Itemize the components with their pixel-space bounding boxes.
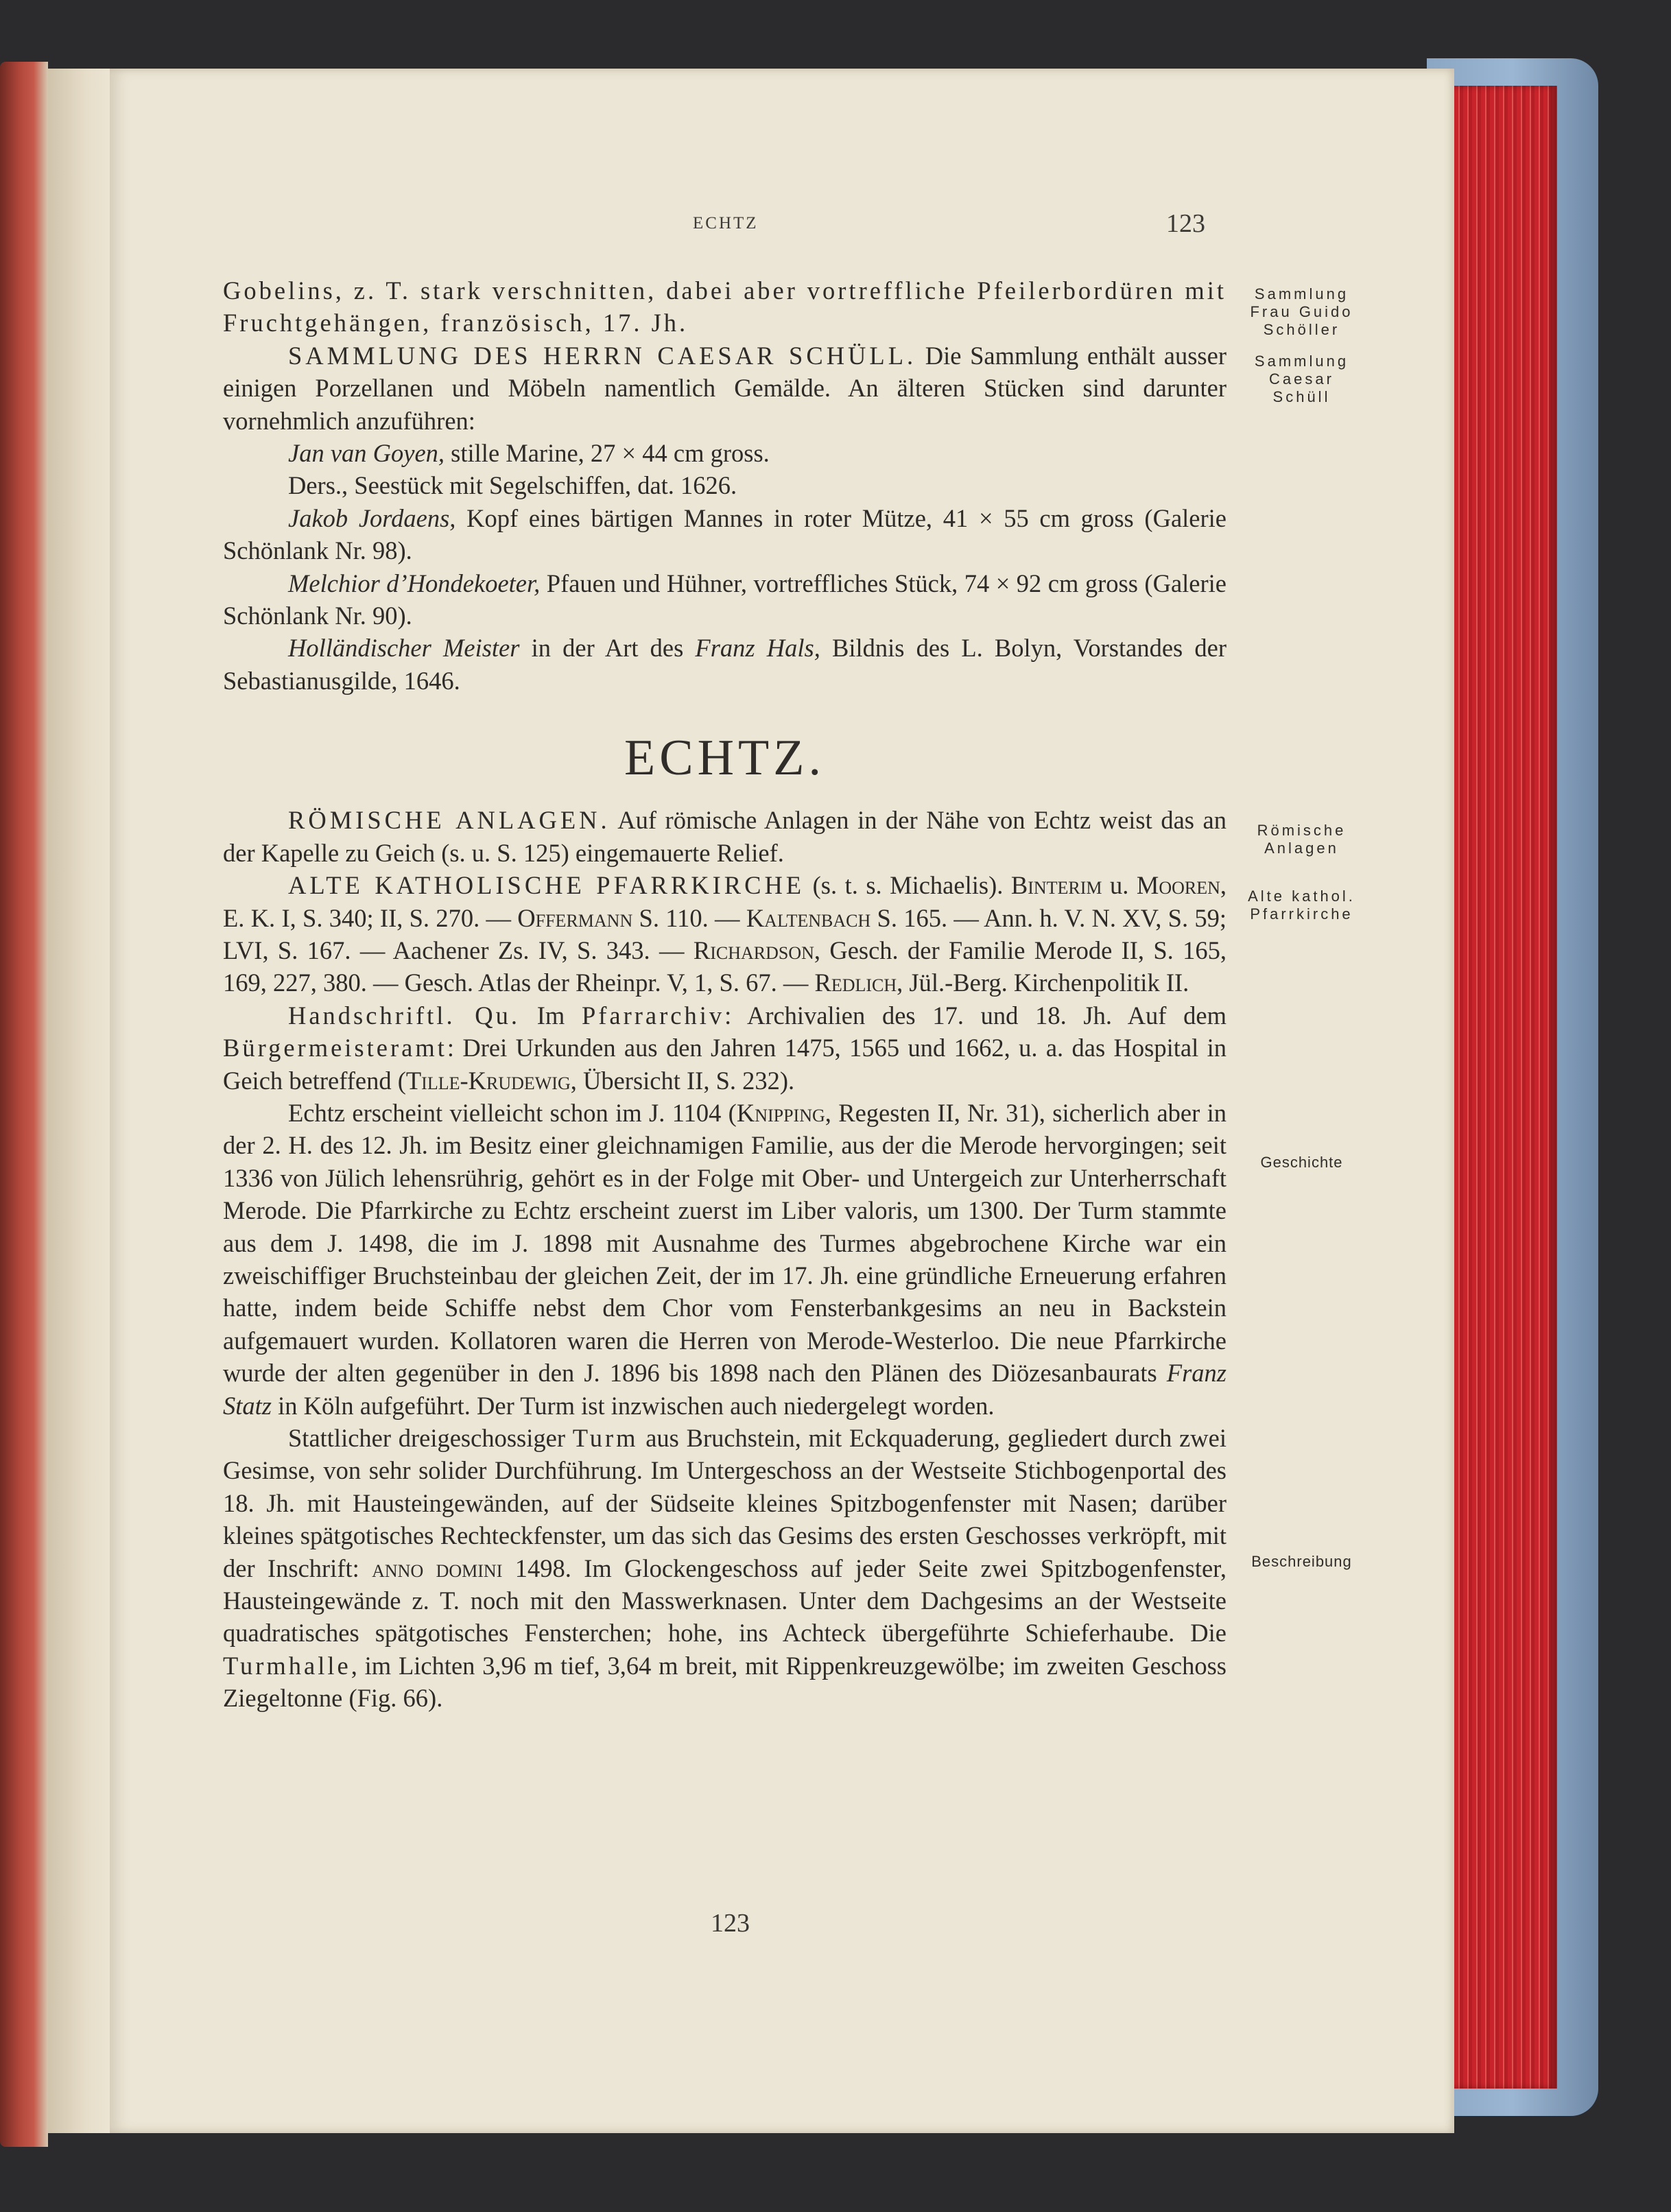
section-heading: Handschriftl. Qu. [288, 1001, 521, 1030]
text-span: Auf römische Anlagen in der Nähe von Echtz weist das an der Kapelle zu Geich (s. u. S. 125) eingemauerte Relief. [223, 806, 1226, 867]
text-span: Bildnis des L. Bolyn, Vorstandes der Sebastianusgilde, 1646. [223, 634, 1226, 695]
paragraph [223, 1422, 1226, 1715]
page-body [223, 274, 1226, 1715]
text-span: , Regesten II, Nr. 31), sicherlich aber in der 2. H. des 12. Jh. im Besitz einer gleichnamigen Familie, aus der die Merode hervorgingen; seit 1336 von Jülich lehensrührig, gehört es in der Folge mit Ober- und Untergeich zur Unterherrschaft Merode. Die Pfarrkirche zu Echtz erscheint zuerst im Liber valoris, um 1300. Der Turm stammte aus dem J. 1498, die im J. 1898 mit Ausnahme des Turmes abgebrochene Kirche war ein zweischiffiger Bruchsteinbau der gleichen Zeit, der im 17. Jh. eine gründliche Erneuerung erfahren hatte, indem beide Schiffe nebst dem Chor vom Fensterbankgesims an neu in Backstein aufgemauert wurden. Kollatoren waren die Herren von Merode-Westerloo. Die neue Pfarrkirche wurde der alten gegenüber in den J. 1896 bis 1898 nach den Plänen des Diözesanbaurats [223, 1098, 1226, 1388]
text-span: u. [1102, 871, 1137, 900]
text-span: Stattlicher dreigeschossiger [288, 1424, 573, 1452]
page-number-footer: 123 [711, 1909, 750, 1938]
section-title: ECHTZ. [624, 730, 825, 787]
text-span: Gobelins, z. T. stark verschnitten, dabei aber vortreffliche Pfeilerbordüren mit Fruchtgehängen, französisch, 17. Jh. [223, 276, 1226, 337]
text-span: , im Lichten 3,96 m tief, 3,64 m breit, mit Rippenkreuzgewölbe; im zweiten Geschoss Ziegeltonne (Fig. 66). [223, 1651, 1226, 1713]
paragraph [223, 1097, 1226, 1422]
artist-name: Holländischer Meister [288, 634, 520, 663]
author-name: Offermann [517, 903, 633, 932]
section-heading: ALTE KATHOLISCHE PFARRKIRCHE [288, 871, 805, 900]
text-span: , Jül.-Berg. Kirchenpolitik II. [897, 968, 1189, 997]
author-name: Knipping [736, 1098, 825, 1127]
text-span: aus Bruchstein, mit Eckquaderung, gegliedert durch zwei Gesimse, von sehr solider Durchführung. Im Untergeschoss an der Westseite Stichbogenportal des 18. Jh. mit Hausteingewänden, auf der Südseite kleines Spitzbogenfenster mit Nasen; darüber kleines spätgotisches Rechteckfenster, um das sich das Gesims des ersten Geschosses verkröpft, mit der Inschrift: [223, 1424, 1226, 1582]
section-heading: SAMMLUNG DES HERRN CAESAR SCHÜLL. [288, 341, 917, 370]
text-span: (s. t. s. Michaelis). [805, 871, 1011, 900]
spaced-term: Pfarrarchiv [581, 1001, 725, 1030]
spaced-term: Bürgermeisteramt [223, 1034, 447, 1062]
margin-note: Römische [1257, 822, 1347, 839]
margin-note: Alte kathol. [1248, 888, 1355, 905]
author-name: Kaltenbach [746, 903, 871, 932]
spaced-term: Turmhalle [223, 1651, 351, 1680]
paragraph [223, 340, 1226, 437]
list-item [223, 437, 1226, 469]
author-name: Binterim [1010, 871, 1102, 900]
author-name: Tille-Krudewig [405, 1066, 571, 1095]
inscription: anno domini [372, 1554, 503, 1582]
text-span: : Drei Urkunden aus den Jahren 1475, 1565 und 1662, u. a. das Hospital in Geich betreffend ( [223, 1034, 1226, 1095]
paragraph [223, 804, 1226, 869]
artist-name: Franz Hals, [695, 634, 820, 663]
text-span: Die Sammlung enthält ausser einigen Porzellanen und Möbeln namentlich Gemälde. An älteren Stücken sind darunter vornehmlich anzuführen: [223, 341, 1226, 435]
margin-note: Geschichte [1260, 1154, 1343, 1171]
book-cover-left [0, 62, 48, 2147]
margin-note: Pfarrkirche [1250, 905, 1353, 923]
text-span: S. 110. — [632, 903, 746, 932]
text-span: Pfauen und Hühner, vortreffliches Stück, 74 × 92 cm gross (Galerie Schönlank Nr. 90). [223, 569, 1226, 630]
text-span: , Übersicht II, S. 232). [570, 1066, 795, 1095]
page-edges-red [1454, 86, 1557, 2089]
paragraph [223, 869, 1226, 999]
spaced-term: Turm [572, 1424, 639, 1452]
author-name: Mooren [1136, 871, 1220, 900]
margin-note: Schüll [1272, 388, 1331, 405]
text-span: Echtz erscheint vielleicht schon im J. 1104 ( [288, 1098, 737, 1127]
author-name: Redlich [814, 968, 897, 997]
list-item [223, 502, 1226, 567]
text-span: , E. K. I, S. 340; II, S. 270. — [223, 871, 1227, 932]
artist-name: Jan van Goyen, [288, 439, 445, 468]
section-heading: RÖMISCHE ANLAGEN. [288, 806, 611, 835]
text-span: , Gesch. der Familie Merode II, S. 165, 169, 227, 380. — Gesch. Atlas der Rheinpr. V, 1, S. 67. — [223, 936, 1227, 997]
left-page-edge [48, 69, 110, 2133]
running-head-title: ECHTZ [693, 214, 759, 233]
list-item [223, 632, 1226, 697]
list-item [223, 567, 1226, 632]
margin-note: Anlagen [1264, 840, 1339, 857]
margin-note: Schöller [1263, 321, 1340, 338]
text-span: 1498. Im Glockengeschoss auf jeder Seite zwei Spitzbogenfenster, Hausteingewände z. T. noch mit den Masswerknasen. Unter dem Dachgesims an der Westseite quadratisches spätgotisches Fensterchen; hohe, ins Achteck übergeführte Schieferhaube. Die [223, 1554, 1226, 1648]
text-span: Ders., Seestück mit Segelschiffen, dat. 1626. [288, 471, 737, 500]
paragraph [223, 999, 1226, 1097]
text-span: in Köln aufgeführt. Der Turm ist inzwischen auch niedergelegt worden. [272, 1391, 995, 1420]
text-span: : Archivalien des 17. und 18. Jh. Auf dem [724, 1001, 1226, 1030]
author-name: Richardson [693, 936, 814, 964]
artist-name: Melchior d’Hondekoeter, [288, 569, 541, 597]
list-item [223, 469, 1226, 501]
margin-note: Frau Guido [1250, 303, 1353, 320]
artist-name: Jakob Jordaens, [288, 503, 456, 532]
margin-note: Beschreibung [1251, 1553, 1352, 1570]
text-span: Kopf eines bärtigen Mannes in roter Mütze, 41 × 55 cm gross (Galerie Schönlank Nr. 98). [223, 503, 1226, 565]
text-span: in der Art des [519, 634, 696, 663]
margin-note: Sammlung [1254, 353, 1349, 370]
text-span: S. 165. — Ann. h. V. N. XV, S. 59; LVI, S. 167. — Aachener Zs. IV, S. 343. — [223, 903, 1227, 964]
margin-note: Caesar [1269, 370, 1334, 388]
paragraph [223, 274, 1226, 340]
running-head-page-number: 123 [1166, 209, 1205, 238]
margin-note: Sammlung [1254, 285, 1349, 302]
text-span: Im [520, 1001, 582, 1030]
text-span: stille Marine, 27 × 44 cm gross. [445, 439, 770, 468]
architect-name: Franz Statz [223, 1359, 1226, 1420]
